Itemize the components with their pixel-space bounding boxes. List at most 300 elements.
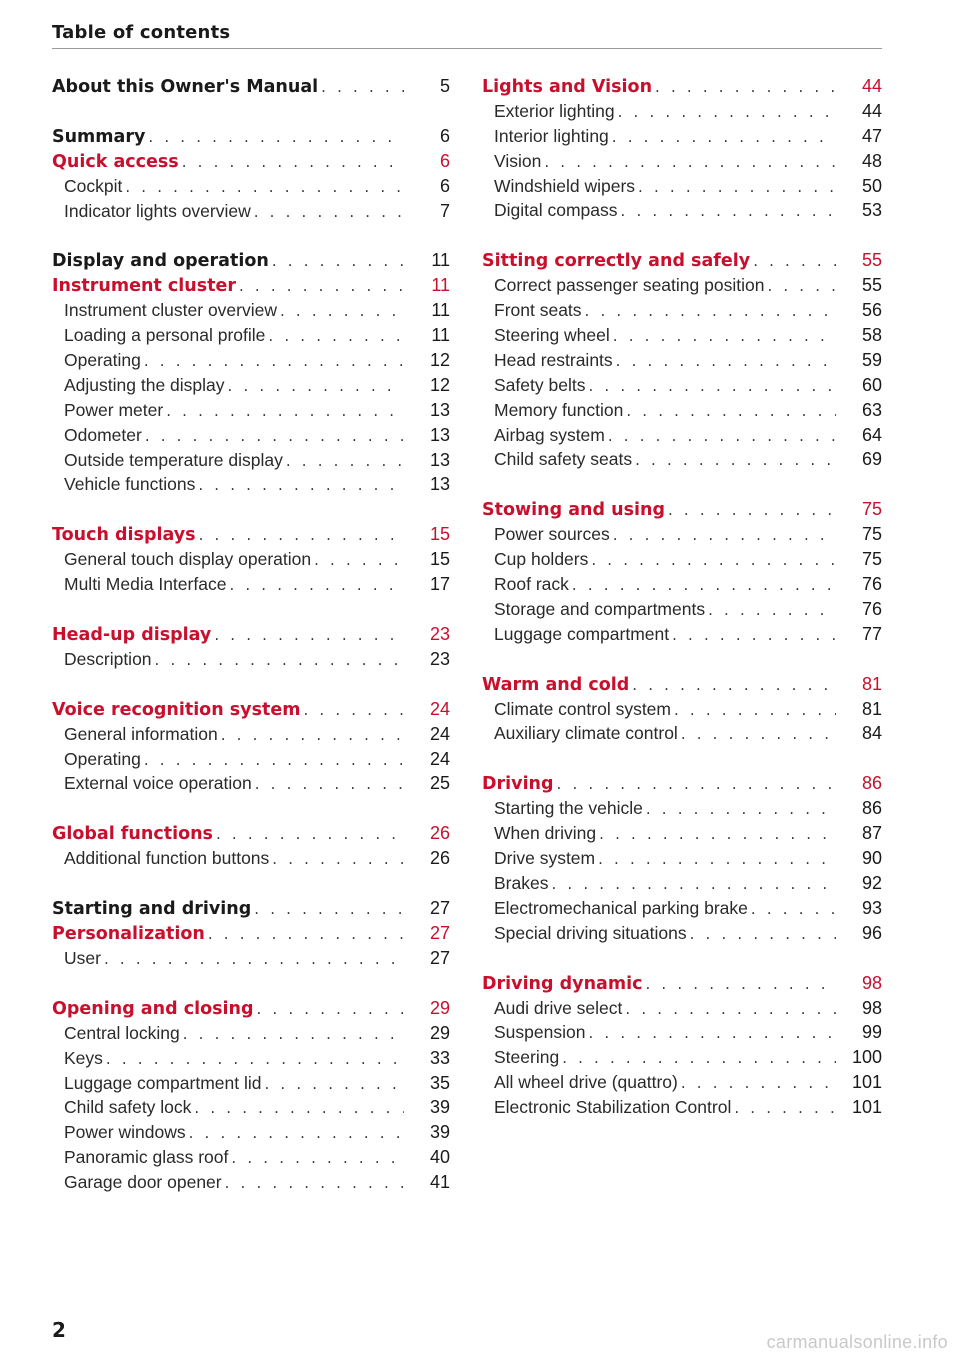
toc-right-column [482,76,882,1122]
dot-leader [748,900,836,918]
dot-leader [642,975,836,993]
page-title: Table of contents [52,22,231,43]
dot-leader [213,825,404,843]
page-header [52,22,882,49]
toc-section-heading[interactable] [482,973,882,998]
toc-section-heading[interactable] [52,275,450,300]
toc-entry-page-number: 15 [429,549,450,570]
section-spacer [52,225,450,250]
toc-subsection-entry[interactable] [52,325,450,350]
toc-entry-label: Interior lighting [494,125,609,146]
toc-entry-label: Head-up display [52,625,212,646]
toc-entry-page-number: 15 [429,524,450,545]
toc-entry-page-number: 76 [861,598,882,619]
toc-entry-page-number: 23 [429,648,450,669]
toc-entry-label: Central locking [64,1022,180,1043]
dot-leader [145,128,404,146]
toc-entry-page-number: 27 [429,898,450,919]
dot-leader [643,800,836,818]
toc-section-heading[interactable] [52,823,450,848]
section-spacer [482,649,882,674]
toc-subsection-entry[interactable] [52,549,450,574]
toc-entry-label: Personalization [52,924,205,945]
toc-entry-label: Lights and Vision [482,77,653,97]
dot-leader [559,1049,836,1067]
toc-subsection-entry[interactable] [482,126,882,151]
toc-entry-label: Quick access [52,151,179,172]
toc-entry-label: Instrument cluster overview [64,300,277,321]
toc-entry-label: Correct passenger seating position [494,275,765,296]
dot-leader [191,1099,404,1117]
dot-leader [196,526,404,544]
toc-subsection-entry[interactable] [482,848,882,873]
toc-entry-page-number: 44 [861,76,882,96]
dot-leader [595,850,836,868]
toc-subsection-entry[interactable] [52,450,450,475]
toc-entry-page-number: 55 [861,250,882,271]
toc-entry-page-number: 11 [431,300,450,321]
toc-subsection-entry[interactable] [52,1073,450,1098]
toc-entry-label: Starting the vehicle [494,798,643,819]
toc-subsection-entry[interactable] [482,798,882,823]
toc-section-heading[interactable] [52,624,450,649]
toc-subsection-entry[interactable] [482,923,882,948]
toc-entry-page-number: 6 [439,175,450,196]
toc-subsection-entry[interactable] [482,599,882,624]
toc-entry-label: Garage door opener [64,1172,222,1193]
toc-subsection-entry[interactable] [52,1097,450,1122]
toc-entry-label: Storage and compartments [494,598,706,619]
toc-section-heading[interactable] [52,76,450,101]
toc-entry-label: Opening and closing [52,998,254,1019]
toc-subsection-entry[interactable] [482,300,882,325]
dot-leader [251,203,404,221]
toc-section-heading[interactable] [482,76,882,101]
toc-entry-label: When driving [494,823,597,844]
toc-entry-page-number: 81 [861,698,882,719]
toc-entry-page-number: 39 [429,1122,450,1143]
toc-section-heading[interactable] [482,674,882,699]
dot-leader [554,775,836,793]
toc-subsection-entry[interactable] [52,400,450,425]
toc-entry-label: Steering wheel [494,325,610,346]
dot-leader [225,377,404,395]
toc-entry-label: Instrument cluster [52,276,236,297]
toc-subsection-entry[interactable] [52,649,450,674]
dot-leader [731,1099,836,1117]
toc-entry-label: Adjusting the display [64,374,225,395]
dot-leader [283,452,404,470]
section-spacer [482,474,882,499]
toc-subsection-entry[interactable] [482,699,882,724]
toc-entry-page-number: 75 [861,499,882,520]
toc-subsection-entry[interactable] [52,176,450,201]
toc-entry-page-number: 53 [861,200,882,221]
toc-entry-label: Power meter [64,399,164,420]
toc-section-heading[interactable] [52,998,450,1023]
toc-entry-page-number: 39 [429,1097,450,1118]
dot-leader [152,651,404,669]
dot-leader [629,676,836,694]
dot-leader [141,751,404,769]
toc-entry-page-number: 101 [851,1097,882,1118]
toc-entry-label: Summary [52,126,146,147]
dot-leader [622,1000,836,1018]
dot-leader [269,252,404,270]
toc-subsection-entry[interactable] [482,1097,882,1122]
toc-entry-page-number: 92 [861,872,882,893]
toc-entry-label: Drive system [494,848,596,869]
toc-entry-page-number: 90 [861,848,882,869]
toc-subsection-entry[interactable] [52,375,450,400]
toc-subsection-entry[interactable] [482,898,882,923]
toc-subsection-entry[interactable] [482,624,882,649]
toc-entry-page-number: 93 [861,897,882,918]
dot-leader [610,526,836,544]
toc-entry-page-number: 6 [439,150,450,171]
toc-entry-label: Cockpit [64,175,123,196]
toc-subsection-entry[interactable] [52,300,450,325]
toc-entry-label: Auxiliary climate control [494,723,678,744]
dot-leader [300,701,404,719]
toc-entry-label: Head restraints [494,349,613,370]
toc-entry-label: Special driving situations [494,922,687,943]
watermark: carmanualsonline.info [766,1332,948,1352]
toc-entry-page-number: 13 [429,449,450,470]
toc-entry-page-number: 69 [861,449,882,470]
toc-entry-page-number: 11 [431,275,450,296]
toc-section-heading[interactable] [482,773,882,798]
dot-leader [582,302,836,320]
toc-entry-page-number: 101 [851,1072,882,1093]
toc-subsection-entry[interactable] [482,723,882,748]
dot-leader [251,900,404,918]
toc-entry-label: Description [64,648,152,669]
toc-entry-label: Exterior lighting [494,100,615,121]
dot-leader [254,1000,405,1018]
toc-entry-page-number: 76 [861,574,882,595]
toc-entry-page-number: 29 [429,1022,450,1043]
dot-leader [613,352,836,370]
toc-section-heading[interactable] [52,923,450,948]
toc-subsection-entry[interactable] [482,375,882,400]
dot-leader [609,128,836,146]
toc-entry-label: Warm and cold [482,674,630,695]
toc-entry-label: Display and operation [52,251,269,272]
toc-entry-label: Starting and driving [52,899,252,920]
toc-entry-label: Safety belts [494,374,586,395]
toc-entry-label: Electronic Stabilization Control [494,1097,732,1118]
dot-leader [705,601,836,619]
toc-entry-page-number: 81 [861,673,882,694]
toc-subsection-entry[interactable] [52,474,450,499]
toc-subsection-entry[interactable] [52,1172,450,1197]
toc-subsection-entry[interactable] [482,275,882,300]
toc-subsection-entry[interactable] [482,101,882,126]
section-spacer [52,873,450,898]
toc-subsection-entry[interactable] [52,948,450,973]
toc-entry-label: Child safety seats [494,449,633,470]
page-number: 2 [52,1318,66,1342]
dot-leader [228,1149,404,1167]
toc-subsection-entry[interactable] [52,1048,450,1073]
toc-entry-label: All wheel drive (quattro) [494,1072,678,1093]
toc-subsection-entry[interactable] [482,873,882,898]
toc-entry-page-number: 59 [861,349,882,370]
toc-entry-page-number: 13 [429,474,450,495]
toc-entry-page-number: 24 [429,748,450,769]
toc-subsection-entry[interactable] [482,176,882,201]
toc-entry-page-number: 64 [861,424,882,445]
toc-entry-label: Vehicle functions [64,474,196,495]
toc-subsection-entry[interactable] [482,998,882,1023]
section-spacer [482,748,882,773]
dot-leader [265,327,404,345]
toc-entry-label: Indicator lights overview [64,200,251,221]
dot-leader [548,875,836,893]
toc-entry-page-number: 12 [429,350,450,371]
dot-leader [218,726,404,744]
toc-subsection-entry[interactable] [482,1047,882,1072]
toc-entry-label: User [64,947,101,968]
toc-entry-page-number: 50 [861,175,882,196]
dot-leader [252,775,404,793]
toc-entry-page-number: 86 [861,773,882,794]
toc-entry-page-number: 63 [861,399,882,420]
toc-entry-page-number: 75 [861,549,882,570]
toc-entry-label: Touch displays [52,525,196,546]
toc-entry-page-number: 11 [431,325,450,346]
toc-entry-page-number: 40 [429,1147,450,1168]
toc-entry-label: Luggage compartment [494,623,670,644]
toc-entry-label: Multi Media Interface [64,574,227,595]
dot-leader [615,103,836,121]
toc-entry-page-number: 84 [861,723,882,744]
dot-leader [101,950,404,968]
toc-entry-page-number: 77 [861,623,882,644]
dot-leader [180,1025,404,1043]
toc-subsection-entry[interactable] [482,549,882,574]
toc-entry-page-number: 26 [429,823,450,844]
toc-entry-page-number: 56 [861,300,882,321]
toc-entry-label: Power windows [64,1122,186,1143]
toc-subsection-entry[interactable] [52,350,450,375]
dot-leader [186,1124,404,1142]
toc-entry-page-number: 47 [861,125,882,146]
toc-subsection-entry[interactable] [482,325,882,350]
toc-section-heading[interactable] [52,126,450,151]
dot-leader [750,252,836,270]
dot-leader [678,1074,836,1092]
toc-entry-page-number: 23 [429,624,450,645]
dot-leader [687,925,836,943]
toc-entry-label: Driving dynamic [482,973,643,994]
toc-entry-label: Keys [64,1047,103,1068]
toc-entry-page-number: 35 [429,1072,450,1093]
toc-entry-page-number: 17 [429,574,450,595]
dot-leader [618,202,836,220]
dot-leader [623,402,836,420]
toc-subsection-entry[interactable] [52,1122,450,1147]
toc-subsection-entry[interactable] [482,449,882,474]
toc-entry-label: Vision [494,150,542,171]
dot-leader [764,277,836,295]
toc-entry-label: General information [64,723,218,744]
section-spacer [482,948,882,973]
toc-entry-page-number: 25 [429,773,450,794]
dot-leader [195,476,404,494]
dot-leader [588,551,836,569]
toc-entry-page-number: 41 [429,1172,450,1193]
toc-entry-page-number: 60 [861,374,882,395]
dot-leader [585,1024,836,1042]
toc-entry-label: Additional function buttons [64,848,270,869]
toc-subsection-entry[interactable] [482,200,882,225]
toc-subsection-entry[interactable] [482,1072,882,1097]
toc-entry-page-number: 13 [429,424,450,445]
toc-entry-label: Brakes [494,872,549,893]
section-spacer [482,225,882,250]
toc-entry-label: Steering [494,1047,560,1068]
toc-entry-label: Operating [64,748,141,769]
toc-entry-page-number: 26 [429,848,450,869]
dot-leader [678,725,836,743]
dot-leader [585,377,836,395]
section-spacer [52,798,450,823]
toc-subsection-entry[interactable] [52,201,450,226]
dot-leader [605,427,836,445]
toc-entry-page-number: 96 [861,922,882,943]
dot-leader [671,701,836,719]
toc-subsection-entry[interactable] [52,1023,450,1048]
toc-entry-page-number: 87 [861,823,882,844]
toc-section-heading[interactable] [482,250,882,275]
toc-entry-label: External voice operation [64,773,252,794]
toc-entry-label: Windshield wipers [494,175,636,196]
dot-leader [635,178,836,196]
dot-leader [596,825,836,843]
dot-leader [122,178,404,196]
toc-subsection-entry[interactable] [482,823,882,848]
dot-leader [610,327,836,345]
toc-entry-label: Electromechanical parking brake [494,897,748,918]
toc-subsection-entry[interactable] [482,524,882,549]
toc-section-heading[interactable] [52,898,450,923]
toc-subsection-entry[interactable] [482,574,882,599]
toc-left-column [52,76,450,1197]
toc-entry-label: Outside temperature display [64,449,283,470]
toc-entry-page-number: 24 [429,723,450,744]
dot-leader [269,850,404,868]
toc-entry-label: Climate control system [494,698,671,719]
toc-section-heading[interactable] [52,699,450,724]
dot-leader [205,925,404,943]
toc-entry-page-number: 55 [861,275,882,296]
dot-leader [222,1174,404,1192]
toc-subsection-entry[interactable] [52,749,450,774]
dot-leader [179,153,404,171]
dot-leader [163,402,404,420]
toc-subsection-entry[interactable] [52,1147,450,1172]
toc-entry-page-number: 24 [429,698,450,719]
dot-leader [103,1050,404,1068]
dot-leader [211,626,404,644]
toc-entry-label: Luggage compartment lid [64,1072,262,1093]
toc-entry-label: Loading a personal profile [64,325,266,346]
toc-entry-page-number: 29 [429,997,450,1018]
toc-entry-page-number: 75 [861,524,882,545]
toc-subsection-entry[interactable] [52,425,450,450]
toc-entry-page-number: 100 [851,1047,882,1068]
toc-entry-label: Sitting correctly and safely [482,251,751,272]
toc-entry-page-number: 58 [861,325,882,346]
section-spacer [52,499,450,524]
dot-leader [652,78,836,96]
toc-subsection-entry[interactable] [52,848,450,873]
toc-entry-page-number: 44 [861,100,882,121]
toc-entry-page-number: 27 [429,923,450,944]
dot-leader [311,551,404,569]
dot-leader [665,501,836,519]
toc-section-heading[interactable] [482,499,882,524]
toc-entry-label: Driving [482,774,554,795]
toc-entry-label: About this Owner's Manual [52,77,319,97]
toc-subsection-entry[interactable] [482,350,882,375]
toc-entry-label: Power sources [494,524,610,545]
toc-entry-page-number: 98 [861,997,882,1018]
toc-entry-page-number: 99 [861,1022,882,1043]
toc-entry-label: Audi drive select [494,997,623,1018]
toc-entry-page-number: 33 [429,1047,450,1068]
toc-entry-page-number: 27 [429,947,450,968]
toc-section-heading[interactable] [52,250,450,275]
dot-leader [669,626,836,644]
toc-entry-page-number: 7 [439,200,450,221]
toc-section-heading[interactable] [52,151,450,176]
dot-leader [569,576,836,594]
toc-entry-label: Roof rack [494,574,569,595]
toc-entry-label: Stowing and using [482,500,665,521]
section-spacer [52,674,450,699]
toc-entry-label: Voice recognition system [52,699,301,720]
toc-entry-label: General touch display operation [64,549,312,570]
toc-entry-label: Airbag system [494,424,605,445]
toc-entry-label: Memory function [494,399,624,420]
toc-subsection-entry[interactable] [482,151,882,176]
toc-section-heading[interactable] [52,524,450,549]
toc-subsection-entry[interactable] [482,400,882,425]
toc-subsection-entry[interactable] [482,425,882,450]
toc-subsection-entry[interactable] [52,724,450,749]
dot-leader [632,451,836,469]
toc-entry-label: Panoramic glass roof [64,1147,229,1168]
dot-leader [541,153,836,171]
toc-entry-label: Suspension [494,1022,586,1043]
dot-leader [142,427,404,445]
toc-subsection-entry[interactable] [52,773,450,798]
section-spacer [52,101,450,126]
dot-leader [261,1075,404,1093]
dot-leader [318,78,404,96]
toc-subsection-entry[interactable] [52,574,450,599]
toc-entry-label: Cup holders [494,549,589,570]
toc-entry-page-number: 86 [861,798,882,819]
toc-entry-label: Global functions [52,824,213,845]
toc-entry-page-number: 13 [429,399,450,420]
toc-entry-page-number: 12 [429,374,450,395]
toc-subsection-entry[interactable] [482,1022,882,1047]
toc-entry-page-number: 48 [861,150,882,171]
